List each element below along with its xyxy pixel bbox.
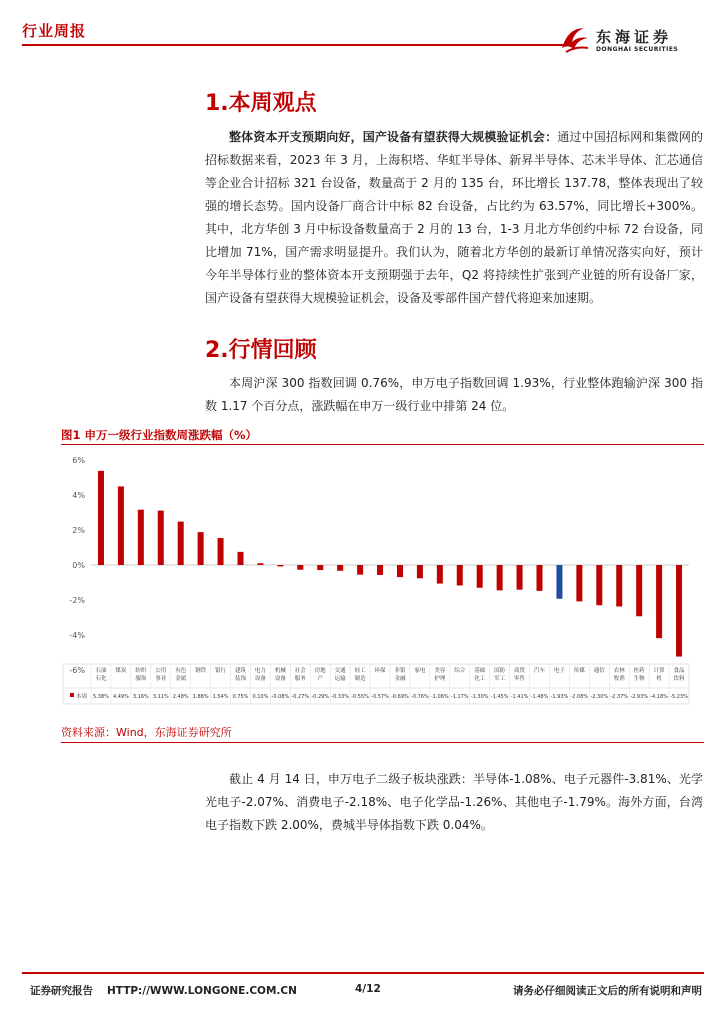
bar-8 (238, 552, 244, 565)
bar-11 (297, 565, 303, 570)
bar-22 (517, 565, 523, 590)
category-label-line-1: 钢铁 (195, 668, 207, 674)
category-label-line-1: 综合 (454, 668, 466, 674)
value-label: -0.57% (371, 694, 389, 700)
bar-1 (98, 471, 104, 565)
bar-23 (537, 565, 543, 591)
value-label: -0.08% (271, 694, 290, 700)
category-label-line-1: 石油 (95, 668, 107, 674)
category-label-line-2: 服务 (294, 676, 306, 682)
value-label: -0.27% (291, 694, 310, 700)
category-label-line-1: 交通 (334, 668, 346, 674)
bar-3 (138, 510, 144, 565)
value-label: -0.69% (391, 694, 409, 700)
category-label-line-2: 化工 (474, 676, 486, 682)
bar-9 (257, 563, 263, 565)
report-type-label: 行业周报 (22, 22, 87, 40)
bar-24 (556, 565, 562, 599)
legend-swatch (70, 693, 74, 697)
category-label-line-2: 金属 (175, 676, 187, 682)
category-label-line-2: 装饰 (234, 676, 247, 682)
category-label-line-2: 设备 (274, 676, 286, 682)
bar-2 (118, 486, 124, 565)
category-label-line-1: 纺织 (135, 668, 147, 674)
category-label-line-2: 军工 (494, 676, 506, 682)
figure-source: 资料来源：Wind，东海证券研究所 (61, 726, 232, 739)
section-2-paragraph-2: 截止 4 月 14 日，申万电子二级子板块涨跌：半导体-1.08%、电子元器件-3.81%、光学光电子-2.07%、消费电子-2.18%、电子化学品-1.26%、其他电子-1.79%。海外方面，台湾电子指数下跌 2.00%，费城半导体指数下跌 0.04%。 (205, 772, 703, 832)
logo-emblem-icon (558, 22, 592, 56)
value-label: -2.08% (570, 694, 589, 700)
bar-16 (397, 565, 403, 577)
bar-18 (437, 565, 443, 584)
value-label: -1.06% (430, 694, 449, 700)
value-label: -4.18% (650, 694, 668, 700)
category-label-line-1: 房地 (314, 668, 326, 674)
category-label-line-1: 非银 (394, 668, 406, 674)
value-label: -0.29% (311, 694, 330, 700)
category-label-line-1: 国防 (494, 668, 506, 674)
footer-left (30, 983, 297, 998)
category-label-line-2: 饮料 (673, 676, 685, 682)
category-label-line-2: 生物 (633, 676, 645, 682)
bar-26 (596, 565, 602, 605)
category-label-line-1: 农林 (613, 668, 625, 674)
value-label: 0.75% (232, 694, 249, 700)
bar-15 (377, 565, 383, 575)
footer-disclaimer: 请务必仔细阅读正文后的所有说明和声明 (513, 985, 702, 997)
category-label-line-1: 机械 (274, 668, 286, 674)
logo-chinese-name: 东海证券 (596, 28, 673, 46)
y-tick-label: -2% (69, 596, 85, 605)
bar-19 (457, 565, 463, 585)
value-label: -0.76% (411, 694, 429, 700)
category-label-line-1: 美容 (434, 668, 446, 674)
category-label-line-1: 医药 (633, 668, 645, 674)
bar-20 (477, 565, 483, 588)
category-label-line-2: 设备 (254, 676, 266, 682)
value-label: -0.55% (351, 694, 369, 700)
y-tick-label: 2% (72, 526, 85, 535)
y-tick-label: 0% (72, 561, 85, 570)
category-label-line-2: 产 (317, 676, 323, 682)
category-label-line-1: 银行 (215, 668, 227, 674)
value-label: 1.88% (192, 694, 209, 700)
category-label-line-2: 金融 (394, 676, 406, 682)
section-2-paragraph-1: 本周沪深 300 指数回调 0.76%，申万电子指数回调 1.93%，行业整体跑输沪深 300 指数 1.17 个百分点，涨跌幅在申万一级行业中排第 24 位。 (205, 376, 703, 413)
figure-top-rule (61, 444, 704, 445)
section-1-lead: 整体资本开支预期向好，国产设备有望获得大规模验证机会： (229, 130, 558, 144)
bar-17 (417, 565, 423, 578)
value-label: 3.16% (132, 694, 149, 700)
category-label-line-1: 电子 (553, 668, 565, 674)
y-tick-label: 4% (72, 491, 85, 500)
bar-4 (158, 511, 164, 565)
bar-7 (218, 538, 224, 565)
y-tick-label: 6% (72, 456, 85, 465)
section-1-paragraph (205, 126, 703, 310)
legend-label: 本周 (76, 694, 88, 700)
figure-1-title: 图1 申万一级行业指数周涨跌幅（%） (61, 428, 258, 442)
category-label-line-2: 制造 (354, 676, 366, 682)
value-label: -1.48% (530, 694, 549, 700)
value-label: -1.41% (510, 694, 529, 700)
category-label-line-1: 建筑 (234, 668, 247, 674)
section-1-body: 通过中国招标网和集微网的招标数据来看，2023 年 3 月，上海积塔、华虹半导体、新昇半导体、芯未半导体、汇芯通信等企业合计招标 321 台设备，数量高于 2 月的 135 台，环比增长 137.78，整体表现出了较强的增长态势。国内设备厂商合计中标 82 台设备，占比约为 63.57%，同比增长+300%。其中，北方华创 3 月中标设备数量高于 2 月的 13 台，1-3 月北方华创约中标 72 台设备，同比增加 71%，国产需求明显提升。我们认为，随着北方华创的最新订单情况落实向好，预计今年半导体行业的整体资本开支预期强于去年，Q2 将持续性扩张到产业链的所有设备厂家，国产设备有望获得大规模验证机会，设备及零部件国产替代将迎来加速期。 (205, 130, 703, 305)
category-label-line-2: 机 (656, 676, 662, 682)
value-label: -2.30% (590, 694, 609, 700)
value-label: 1.54% (212, 694, 229, 700)
category-label-line-2: 零售 (514, 676, 526, 682)
value-label: -0.33% (331, 694, 350, 700)
category-label-line-1: 环保 (374, 668, 386, 674)
value-label: -1.45% (490, 694, 509, 700)
y-tick-label: -4% (69, 631, 85, 640)
bar-10 (277, 565, 283, 566)
company-logo (558, 22, 708, 52)
category-label-line-1: 有色 (175, 668, 187, 674)
bar-27 (616, 565, 622, 606)
section-2-heading: 2.行情回顾 (205, 338, 317, 363)
value-label: 2.48% (172, 694, 189, 700)
bar-12 (317, 565, 323, 570)
y-tick-label: -6% (69, 666, 85, 675)
value-label: -1.93% (550, 694, 569, 700)
category-label-line-2: 护理 (434, 676, 446, 682)
section-1-heading: 1.本周观点 (205, 91, 317, 116)
header-divider (22, 44, 570, 46)
category-label-line-2: 石化 (95, 676, 107, 682)
page-number: 4/12 (355, 983, 381, 995)
value-label: 0.10% (252, 694, 269, 700)
bar-5 (178, 522, 184, 565)
category-label-line-1: 轻工 (354, 668, 366, 674)
value-label: 5.38% (93, 694, 109, 700)
value-label: -5.23% (670, 694, 688, 700)
value-label: 3.11% (152, 694, 169, 700)
logo-english-name: DONGHAI SECURITIES (596, 46, 679, 53)
bar-13 (337, 565, 343, 571)
industry-weekly-change-chart (61, 450, 704, 710)
bar-28 (636, 565, 642, 616)
category-label-line-1: 电力 (254, 668, 266, 674)
category-label-line-1: 传媒 (573, 668, 585, 674)
category-label-line-1: 社会 (294, 668, 306, 674)
category-label-line-1: 食品 (673, 668, 685, 674)
value-label: -2.93% (630, 694, 649, 700)
category-label-line-1: 汽车 (533, 668, 546, 674)
value-label: -2.37% (610, 694, 629, 700)
footer-divider (22, 972, 704, 974)
category-label-line-1: 通信 (593, 668, 605, 674)
bar-25 (576, 565, 582, 601)
category-label-line-1: 家电 (414, 668, 426, 674)
category-label-line-1: 煤炭 (115, 668, 127, 674)
category-label-line-1: 商贸 (514, 668, 526, 674)
bar-21 (497, 565, 503, 590)
bar-6 (198, 532, 204, 565)
figure-bottom-rule (61, 742, 704, 743)
category-label-line-1: 计算 (653, 668, 665, 674)
bar-29 (656, 565, 662, 638)
footer-url[interactable]: HTTP://WWW.LONGONE.COM.CN (107, 985, 297, 997)
category-label-line-1: 基础 (474, 668, 486, 674)
category-label-line-2: 运输 (334, 676, 346, 682)
value-label: -1.17% (450, 694, 469, 700)
value-label: 4.49% (112, 694, 129, 700)
category-label-line-1: 公用 (155, 668, 167, 674)
category-label-line-2: 牧渔 (613, 676, 625, 682)
category-label-line-2: 服饰 (135, 676, 147, 682)
bar-30 (676, 565, 682, 657)
bar-14 (357, 565, 363, 575)
value-label: -1.30% (470, 694, 489, 700)
footer-report-label: 证券研究报告 (30, 985, 93, 997)
category-label-line-2: 事业 (155, 676, 167, 682)
